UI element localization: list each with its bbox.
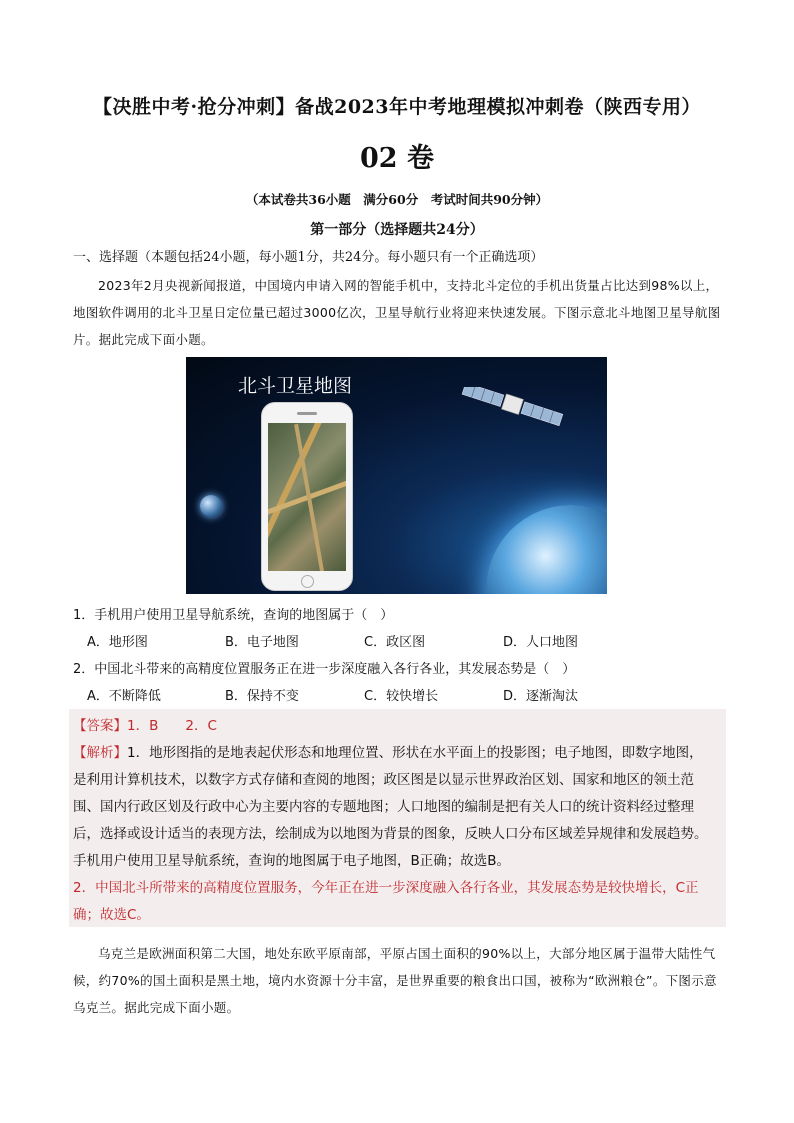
earth-image	[486, 505, 607, 594]
q2-option-c: C．较快增长	[364, 689, 439, 704]
volume-title: 02 卷	[360, 143, 434, 174]
section-heading: 一、选择题（本题包括24小题，每小题1分，共24分。每小题只有一个正确选项）	[73, 250, 544, 265]
question-1-options	[73, 631, 578, 650]
q2-option-d: D．逐渐淘汰	[503, 689, 579, 704]
phone-speaker	[297, 412, 317, 415]
q1-option-d: D．人口地图	[503, 635, 579, 650]
passage-beidou: 2023年2月央视新闻报道，中国境内申请入网的智能手机中，支持北斗定位的手机出货量占比达到98%以上，地图软件调用的北斗卫星日定位量已超过3000亿次，卫星导航行业将迎来快速发展。下图示意北斗地图卫星导航图片。据此完成下面小题。	[73, 278, 721, 347]
analysis-line-3: 围、国内行政区划及行政中心为主要内容的专题地图；人口地图的编制是把有关人口的统计资料经过整理	[73, 799, 694, 815]
satellite-icon	[461, 387, 581, 427]
passage-ukraine: 乌克兰是欧洲面积第二大国，地处东欧平原南部，平原占国土面积的90%以上，大部分地区属于温带大陆性气候，约70%的国土面积是黑土地，境内水资源十分丰富，是世界重要的粮食出口国，被称为“欧洲粮仓”。下图示意乌克兰。据此完成下面小题。	[73, 946, 717, 1015]
answer-label: 【答案】	[73, 718, 127, 734]
analysis-line-2: 是利用计算机技术，以数字方式存储和查阅的地图；政区图是以显示世界政治区划、国家和地区的领土范	[73, 772, 694, 788]
phone-home-button	[301, 575, 314, 588]
figure-label: 北斗卫星地图	[238, 375, 353, 397]
question-2-options	[73, 685, 578, 704]
analysis-line-7: 确；故选C。	[73, 907, 150, 923]
q1-option-a: A．地形图	[87, 635, 148, 650]
question-2-stem: 2．中国北斗带来的高精度位置服务正在进一步深度融入各行各业，其发展态势是（ ）	[73, 662, 576, 677]
answer-text: 1．B 2．C	[127, 718, 217, 734]
q2-option-b: B．保持不变	[225, 689, 299, 704]
analysis-line-6: 2．中国北斗所带来的高精度位置服务，今年正在进一步深度融入各行各业，其发展态势是较快增长，C正	[73, 880, 699, 896]
question-1-stem: 1．手机用户使用卫星导航系统，查询的地图属于（ ）	[73, 608, 394, 623]
part-heading: 第一部分（选择题共24分）	[310, 222, 484, 238]
analysis-label: 【解析】	[73, 745, 127, 761]
analysis-line-5: 手机用户使用卫星导航系统，查询的地图属于电子地图，B正确；故选B。	[73, 853, 511, 869]
beidou-satellite-map-figure	[186, 357, 607, 594]
answer-line	[73, 714, 733, 734]
small-planet-icon	[200, 495, 222, 517]
document-title: 【决胜中考·抢分冲刺】备战2023年中考地理模拟冲刺卷（陕西专用）	[93, 96, 701, 118]
q2-option-a: A．不断降低	[87, 689, 161, 704]
q1-option-c: C．政区图	[364, 635, 426, 650]
q1-option-b: B．电子地图	[225, 635, 299, 650]
analysis-line-1: 【解析】1．地形图指的是地表起伏形态和地理位置、形状在水平面上的投影图；电子地图，即数字地图，	[73, 745, 703, 761]
smartphone-image	[261, 402, 353, 591]
satellite-map-screen	[268, 423, 346, 571]
analysis-line-4: 后，选择或设计适当的表现方法，绘制成为以地图为背景的图象，反映人口分布区域差异规律和发展趋势。	[73, 826, 708, 842]
exam-info: （本试卷共36小题 满分60分 考试时间共90分钟）	[245, 192, 549, 207]
